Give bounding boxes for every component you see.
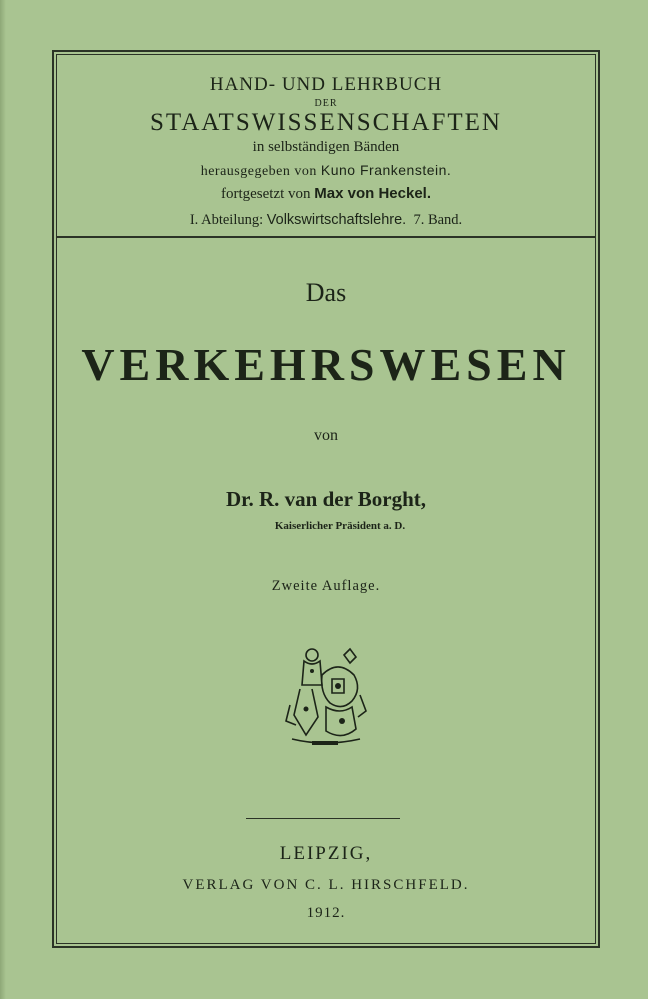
header-divider	[56, 236, 596, 238]
author-name: Dr. R. van der Borght,	[225, 487, 427, 511]
imprint-place: LEIPZIG,	[279, 843, 373, 864]
section-prefix: I. Abteilung:	[189, 212, 264, 228]
continued-name: Max von Heckel.	[314, 185, 432, 202]
publisher-emblem-icon	[282, 645, 368, 751]
series-der: DER	[314, 98, 338, 109]
series-section	[56, 212, 596, 229]
imprint-rule	[246, 818, 400, 819]
series-continued	[56, 185, 596, 203]
title-das: Das	[305, 278, 347, 307]
series-title: HAND- UND LEHRBUCH	[209, 74, 443, 95]
section-name: Volkswirtschaftslehre.	[266, 212, 407, 228]
series-main-title: STAATSWISSENSCHAFTEN	[150, 109, 502, 136]
page-edge	[0, 0, 6, 999]
volume-number: 7. Band.	[413, 212, 463, 228]
editor-name: Kuno Frankenstein.	[320, 162, 452, 178]
book-title: VERKEHRSWESEN	[81, 339, 571, 390]
title-von: von	[314, 427, 338, 444]
series-subtitle: in selbständigen Bänden	[252, 139, 400, 155]
edition: Zweite Auflage.	[271, 578, 381, 594]
imprint-publisher: VERLAG VON C. L. HIRSCHFELD.	[182, 877, 470, 893]
author-role: Kaiserlicher Präsident a. D.	[274, 520, 406, 532]
continued-prefix: fortgesetzt von	[220, 186, 311, 202]
editor-prefix: herausgegeben von	[200, 164, 317, 179]
series-editor	[56, 162, 596, 180]
imprint-year: 1912.	[306, 905, 346, 921]
